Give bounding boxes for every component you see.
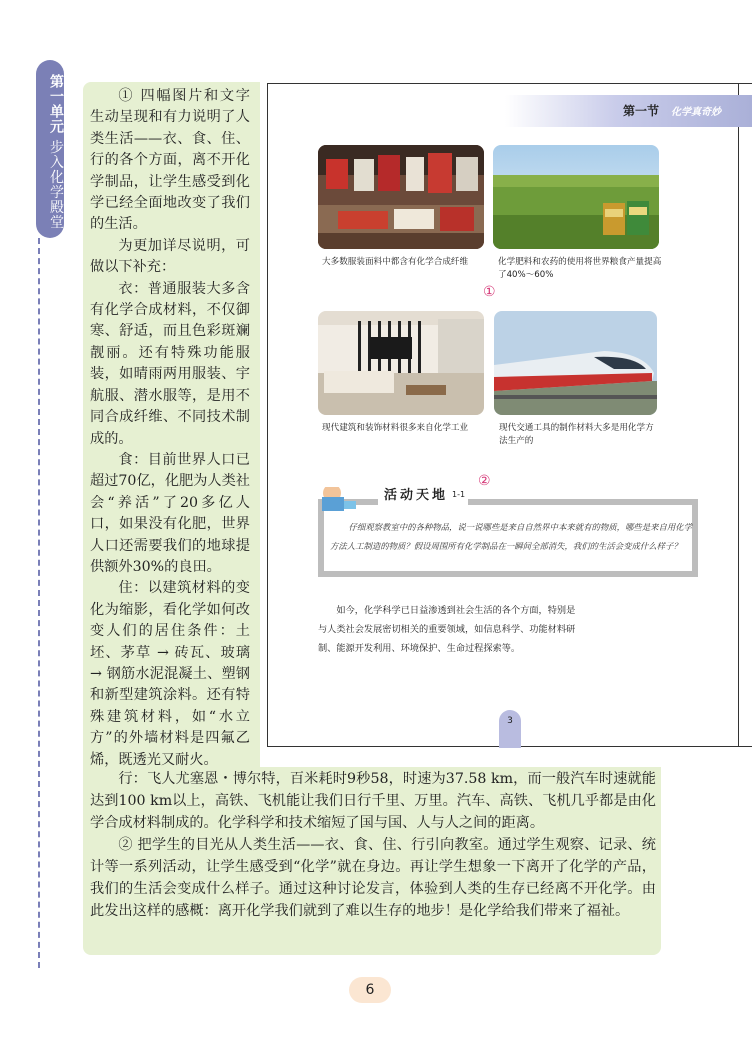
wheat-field-photo — [493, 145, 659, 249]
caption-building: 现代建筑和装饰材料很多来自化学工业 — [322, 423, 469, 433]
unit-label: 第一单元 — [48, 74, 64, 135]
section-number: 第一节 — [623, 104, 660, 118]
caption-fertilizer: 化学肥料和农药的使用将世界粮食产量提高了40%～60% — [498, 257, 662, 280]
body-paragraph: 如今，化学科学已日益渗透到社会生活的各个方面，特别是与人类社会发展密切相关的重要领域，如信息科学、功能材料研制、能源开发利用、环境保护、生命过程探索等。 — [318, 605, 576, 654]
annotation-p5: 住：以建筑材料的变化为缩影，看化学如何改变人们的居住条件：土坯、茅草 → 砖瓦、玻璃 → 钢筋水泥混凝土、塑钢和新型建筑涂料。还有特殊建筑材料，如“水立方”的外墙材料是四氟乙烯，既透光又耐火。 — [90, 580, 250, 768]
textbook-marker-2: ② — [478, 473, 491, 489]
textbook-marker-1: ① — [483, 284, 496, 300]
page-number: 6 — [349, 977, 391, 1003]
textbook-body — [318, 601, 580, 658]
activity-paragraph: 仔细观察教室中的各种物品，说一说哪些是来自自然界中本来就有的物质，哪些是来自用化学方法人工制造的物质？假设周围所有化学制品在一瞬间全部消失，我们的生活会变成什么样子？ — [330, 522, 692, 551]
textbook-right-border — [738, 83, 739, 747]
margin-guide-line — [38, 238, 40, 968]
caption-transport: 现代交通工具的制作材料大多是用化学方法生产的 — [499, 423, 654, 446]
activity-number: 1-1 — [452, 490, 466, 499]
annotation-p4: 食：目前世界人口已超过70亿，化肥为人类社会“养活”了20多亿人口，如果没有化肥，世界人口还需要我们的地球提供额外30%的良田。 — [90, 451, 250, 575]
train-photo — [494, 311, 657, 415]
inner-page-number: 3 — [499, 710, 521, 748]
annotation-column — [90, 86, 250, 771]
section-title: 化学真奇妙 — [671, 107, 721, 118]
annotation-p2: 为更加详尽说明，可做以下补充： — [90, 237, 250, 276]
activity-text — [330, 518, 692, 556]
clothing-store-photo — [318, 145, 484, 249]
annotation-p6: 行：飞人尤塞恩・博尔特，百米耗时9秒58，时速为37.58 km，而一般汽车时速就能达到100 km以上，高铁、飞机能让我们日行千里、万里。汽车、高铁、飞机几乎都是由化学合成材料制成的。化学科学和技术缩短了国与国、人与人之间的距离。 — [90, 771, 656, 831]
annotation-p3: 衣：普通服装大多含有化学合成材料，不仅御寒、舒适，而且色彩斑斓靓丽。还有特殊功能服装，如晴雨两用服装、宇航服、潜水服等，是用不同合成纤维、不同技术制成的。 — [90, 280, 250, 447]
annotation-p1: ① 四幅图片和文字生动呈现和有力说明了人类生活——衣、食、住、行的各个方面，离不开化学制品，让学生感受到化学已经全面地改变了我们的生活。 — [90, 88, 250, 233]
unit-title: 步入化学殿堂 — [48, 139, 64, 230]
unit-tab — [36, 60, 64, 238]
caption-clothing: 大多数服装面料中都含有化学合成纤维 — [322, 257, 469, 267]
activity-title: 活动天地 — [384, 488, 449, 503]
annotation-p7: ② 把学生的目光从人类生活——衣、食、住、行引向教室。通过学生观察、记录、统计等一系列活动，让学生感受到“化学”就在身边。再让学生想象一下离开了化学的产品，我们的生活会变成什么样子。通过这种讨论发言，体验到人类的生存已经离不开化学。由此发出这样的感概：离开化学我们就到了难以生存的地步！是化学给我们带来了福祉。 — [90, 837, 656, 919]
annotation-wide — [90, 768, 656, 922]
living-room-photo — [318, 311, 484, 415]
textbook-header — [505, 95, 752, 127]
